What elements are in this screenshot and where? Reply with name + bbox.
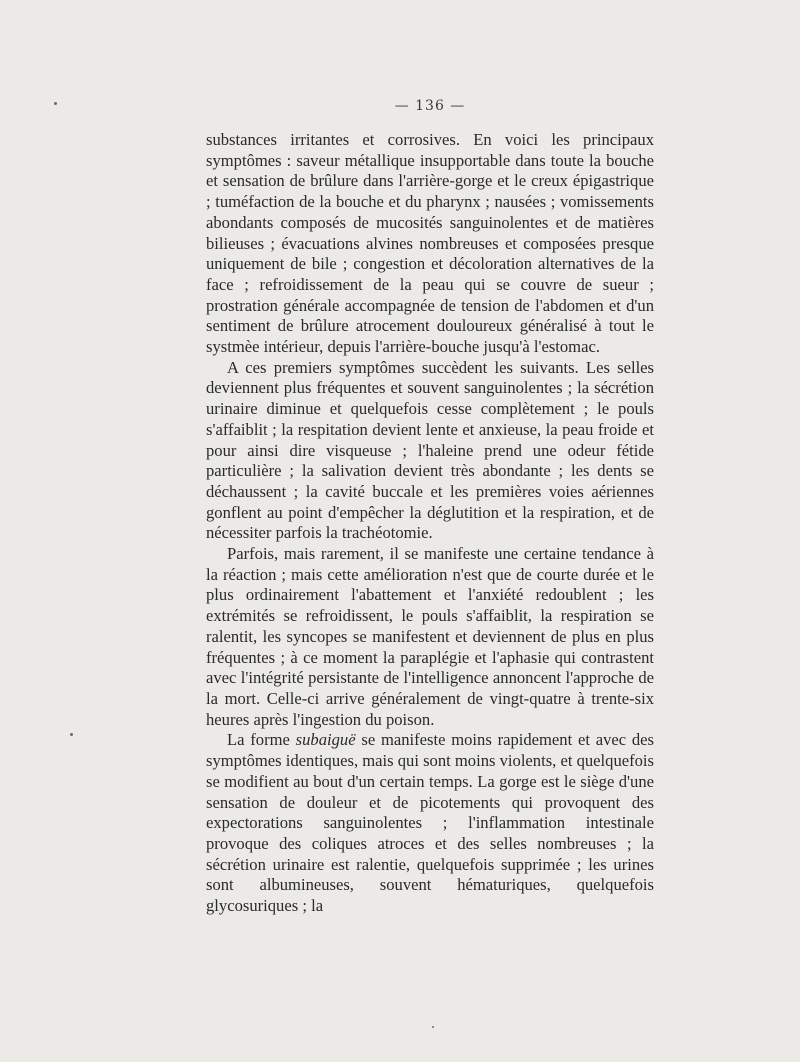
ink-speck xyxy=(432,1026,434,1028)
ink-speck xyxy=(54,102,57,105)
body-text xyxy=(206,130,654,917)
paragraph-2: A ces premiers symptômes succèdent les suivants. Les selles deviennent plus fréquentes et souvent sanguinolentes ; la sécrétion urinaire diminue et quelquefois cesse complètement ; le pouls s'affaiblit ; la respitation devient lente et anxieuse, la peau froide et pour ainsi dire visqueuse ; l'haleine prend une odeur fétide particulière ; la salivation devient très abondante ; les dents se déchaussent ; la cavité buccale et les premières voies aériennes gonflent au point d'empêcher la déglutition et la respiration, et de nécessiter parfois la trachéotomie. xyxy=(206,357,654,543)
paragraph-4-emphasis: subaiguë xyxy=(295,730,356,750)
page-number: — 136 — xyxy=(394,98,466,114)
paragraph-3: Parfois, mais rarement, il se manifeste une certaine tendance à la réaction ; mais cette amélioration n'est que de courte durée et le plus ordinairement l'abattement et l'anxiété redoublent ; les extrémités se refroidissent, le pouls s'affaiblit, la respiration se ralentit, les syncopes se manifestent et deviennent de plus en plus fréquentes ; à ce moment la paraplégie et l'aphasie qui contrastent avec l'intégrité persistante de l'intelligence annoncent l'approche de la mort. Celle-ci arrive généralement de vingt-quatre à trente-six heures après l'ingestion du poison. xyxy=(206,544,654,729)
paragraph-1: substances irritantes et corrosives. En voici les principaux symptômes : saveur métallique insupportable dans toute la bouche et sensation de brûlure dans l'arrière-gorge et le creux épigastrique ; tuméfaction de la bouche et du pharynx ; nausées ; vomissements abondants composés de mucosités sanguinolentes et de matières bilieuses ; évacuations alvines nombreuses et composées presque uniquement de bile ; congestion et décoloration alternatives de la face ; refroidissement de la peau qui se couvre de sueur ; prostration générale accompagnée de tension de l'abdomen et d'un sentiment de brûlure atrocement douloureux généralisé à tout le systmèe intérieur, depuis l'arrière-bouche jusqu'à l'estomac. xyxy=(206,130,654,357)
paragraph-4 xyxy=(206,730,654,916)
paragraph-4-rest: se manifeste moins rapidement et avec des symptômes identiques, mais qui sont moins violents, et quelquefois se modifient au bout d'un certain temps. La gorge est le siège d'une sensation de douleur et de picotements qui provoquent des expectorations sanguinolentes ; l'inflammation intestinale provoque des coliques atroces et des selles nombreuses ; la sécrétion urinaire est ralentie, quelquefois supprimée ; les urines sont albumineuses, souvent hématuriques, quelquefois glycosuriques ; la xyxy=(206,730,655,916)
ink-speck xyxy=(70,733,73,736)
paragraph-4-lead: La forme xyxy=(227,730,296,750)
